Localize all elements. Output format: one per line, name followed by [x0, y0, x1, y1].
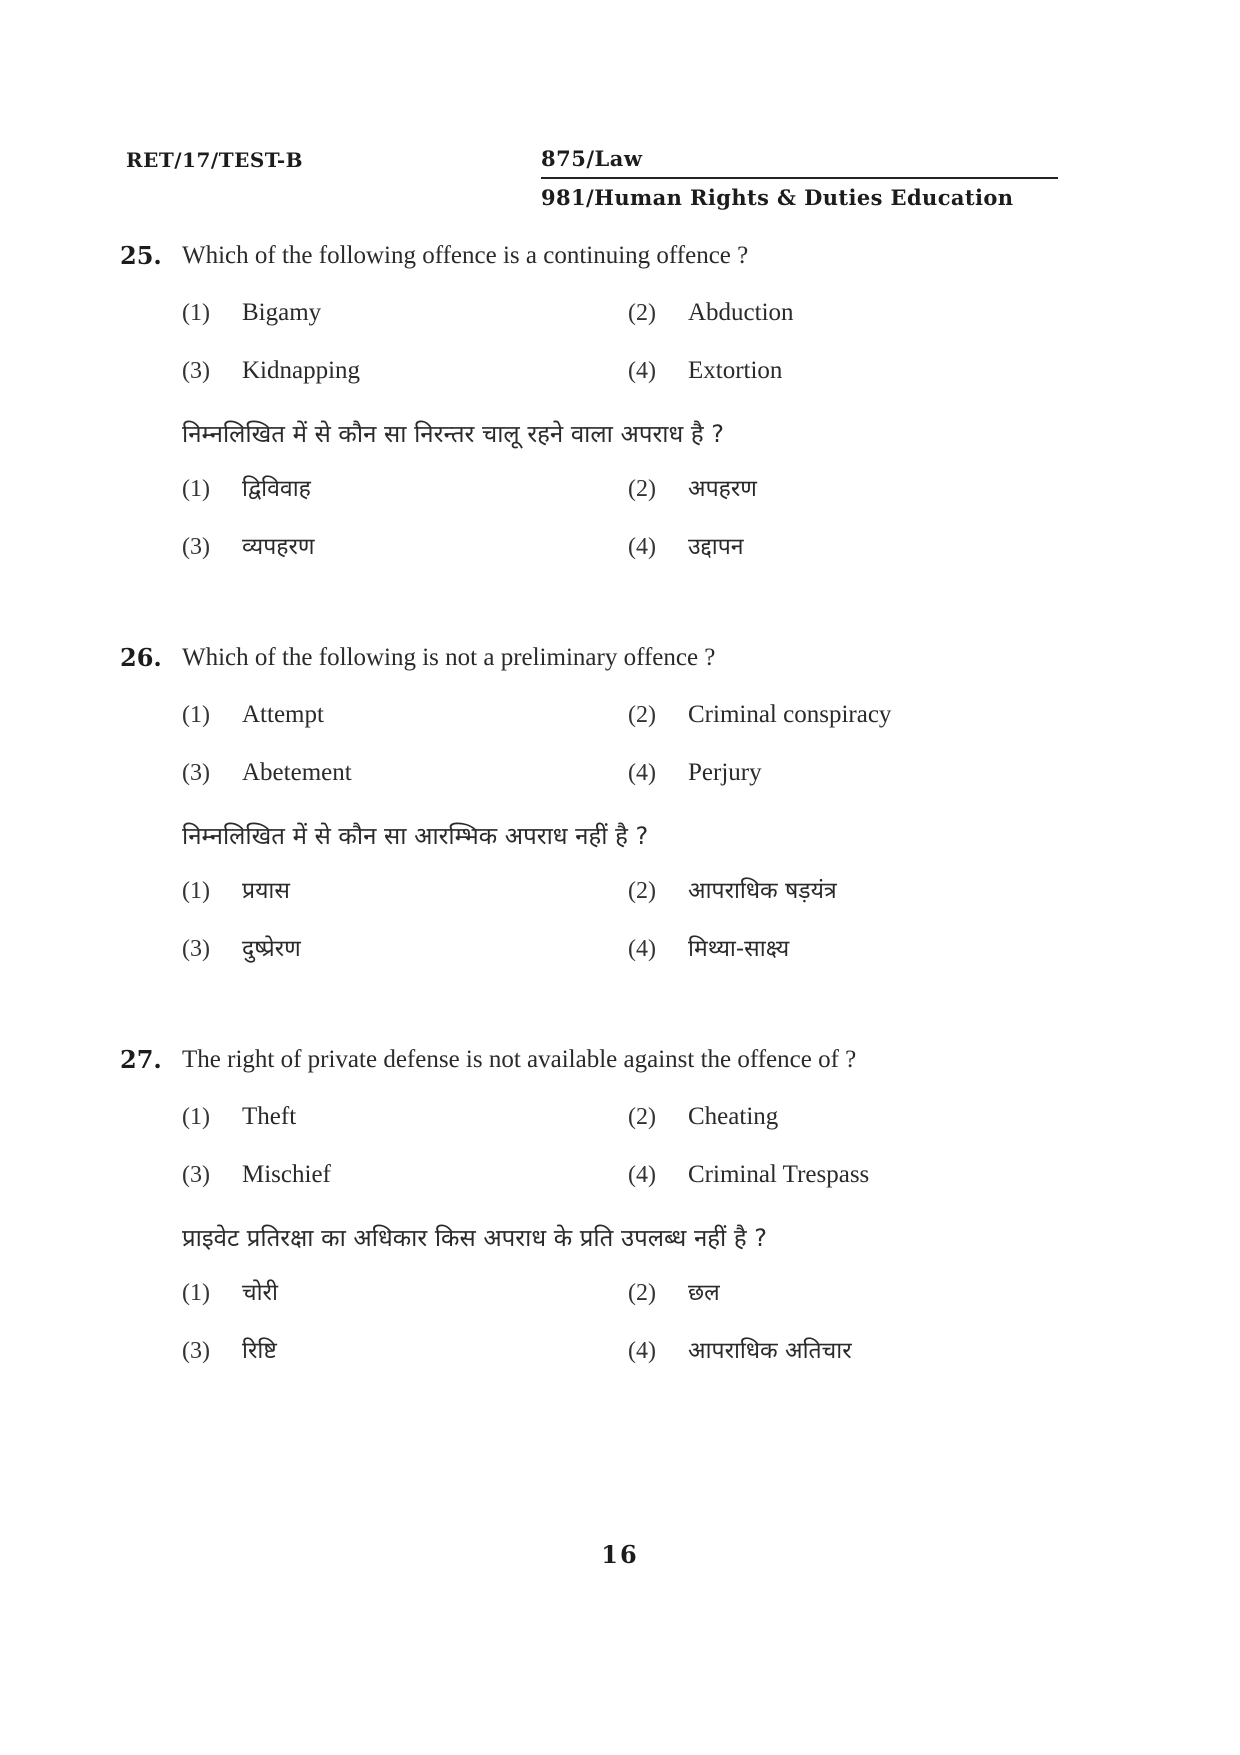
option-number: (4): [628, 760, 656, 786]
option-text: रिष्टि: [242, 1338, 277, 1364]
options-en: [182, 694, 1062, 810]
option-number: (2): [628, 702, 656, 728]
option-text: Abduction: [688, 299, 794, 326]
option-1: [182, 468, 311, 508]
option-text: छल: [688, 1280, 720, 1306]
option-2: [628, 468, 757, 508]
option-3: [182, 752, 352, 792]
option-row: [182, 1096, 1062, 1154]
option-row: [182, 292, 1062, 350]
paper-subject-block: [541, 146, 1058, 210]
option-number: (4): [628, 936, 656, 962]
question-26: [120, 638, 1080, 986]
option-number: (1): [182, 1280, 210, 1306]
subject-title: 981/Human Rights & Duties Education: [541, 185, 1014, 210]
option-number: (3): [182, 936, 210, 962]
option-row: [182, 870, 1062, 928]
option-row: [182, 1272, 1062, 1330]
option-1: [182, 1096, 296, 1136]
option-4: [628, 752, 762, 792]
option-number: (4): [628, 534, 656, 560]
paper-code: RET/17/TEST-B: [126, 148, 304, 172]
course-title: 875/Law: [541, 146, 1058, 179]
option-row: [182, 350, 1062, 408]
option-number: (3): [182, 1162, 210, 1188]
question-27: [120, 1040, 1080, 1388]
option-number: (2): [628, 300, 656, 326]
option-text: Attempt: [242, 701, 324, 728]
option-2: [628, 1096, 778, 1136]
option-text: Mischief: [242, 1161, 331, 1188]
option-text: दुष्प्रेरण: [242, 936, 301, 962]
option-number: (3): [182, 760, 210, 786]
option-number: (4): [628, 1162, 656, 1188]
option-4: [628, 1154, 869, 1194]
question-text: Which of the following is not a preliminary offence ?: [182, 644, 716, 671]
option-text: द्विविवाह: [242, 476, 311, 502]
option-number: (2): [628, 476, 656, 502]
option-4: [628, 1330, 852, 1370]
option-4: [628, 928, 789, 968]
option-row: [182, 526, 1062, 584]
option-number: (4): [628, 358, 656, 384]
option-number: (1): [182, 300, 210, 326]
options-hi: [182, 1272, 1062, 1388]
option-4: [628, 350, 782, 390]
option-row: [182, 1330, 1062, 1388]
options-hi: [182, 870, 1062, 986]
option-1: [182, 870, 290, 910]
question-text-en: [120, 638, 1080, 678]
option-number: (3): [182, 358, 210, 384]
question-text: The right of private defense is not available against the offence of ?: [182, 1046, 857, 1073]
option-text: उद्दापन: [688, 534, 744, 560]
option-number: (1): [182, 702, 210, 728]
option-text: आपराधिक षड़यंत्र: [688, 878, 837, 904]
question-text-hi: निम्नलिखित में से कौन सा निरन्तर चालू रहने वाला अपराध है ?: [182, 420, 724, 448]
option-1: [182, 694, 324, 734]
options-hi: [182, 468, 1062, 584]
option-number: (2): [628, 878, 656, 904]
option-2: [628, 1272, 720, 1312]
question-text-en: [120, 236, 1080, 276]
option-number: (4): [628, 1338, 656, 1364]
option-row: [182, 752, 1062, 810]
option-2: [628, 870, 837, 910]
option-3: [182, 1154, 331, 1194]
option-number: (3): [182, 534, 210, 560]
option-text: Abetement: [242, 759, 352, 786]
option-text: Cheating: [688, 1103, 779, 1130]
option-text: चोरी: [242, 1280, 278, 1306]
question-number: 26.: [120, 643, 162, 672]
option-text: Bigamy: [242, 299, 322, 326]
option-3: [182, 1330, 277, 1370]
option-4: [628, 526, 744, 566]
option-number: (1): [182, 1104, 210, 1130]
option-row: [182, 1154, 1062, 1212]
option-text: मिथ्या-साक्ष्य: [688, 936, 790, 962]
option-row: [182, 468, 1062, 526]
option-text: प्रयास: [242, 878, 290, 904]
option-3: [182, 526, 315, 566]
option-text: Criminal Trespass: [688, 1161, 870, 1188]
options-en: [182, 292, 1062, 408]
option-number: (2): [628, 1280, 656, 1306]
option-2: [628, 292, 794, 332]
option-text: अपहरण: [688, 476, 757, 502]
options-en: [182, 1096, 1062, 1212]
page-number: 16: [601, 1540, 639, 1569]
question-text-hi: प्राइवेट प्रतिरक्षा का अधिकार किस अपराध के प्रति उपलब्ध नहीं है ?: [182, 1224, 767, 1252]
option-text: आपराधिक अतिचार: [688, 1338, 852, 1364]
question-text-en: [120, 1040, 1080, 1080]
option-2: [628, 694, 891, 734]
option-text: Extortion: [688, 357, 783, 384]
option-text: Theft: [242, 1103, 297, 1130]
question-text: Which of the following offence is a continuing offence ?: [182, 242, 749, 269]
option-text: Perjury: [688, 759, 762, 786]
option-number: (3): [182, 1338, 210, 1364]
option-3: [182, 350, 360, 390]
option-number: (1): [182, 476, 210, 502]
option-text: व्यपहरण: [242, 534, 315, 560]
question-25: [120, 236, 1080, 584]
option-number: (1): [182, 878, 210, 904]
option-text: Kidnapping: [242, 357, 361, 384]
option-1: [182, 292, 321, 332]
question-number: 25.: [120, 241, 162, 270]
option-row: [182, 694, 1062, 752]
question-text-hi: निम्नलिखित में से कौन सा आरम्भिक अपराध नहीं है ?: [182, 822, 649, 850]
option-number: (2): [628, 1104, 656, 1130]
option-1: [182, 1272, 278, 1312]
option-row: [182, 928, 1062, 986]
option-text: Criminal conspiracy: [688, 701, 892, 728]
option-3: [182, 928, 301, 968]
question-number: 27.: [120, 1045, 162, 1074]
